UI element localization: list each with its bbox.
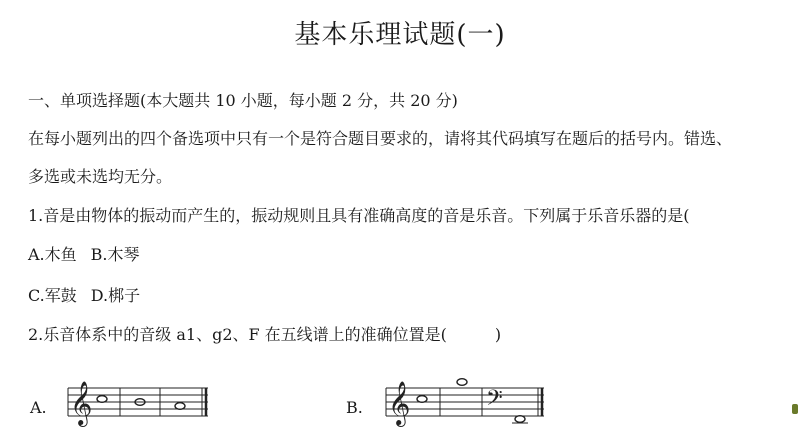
- question-2-option-a-label: A.: [30, 398, 47, 417]
- question-1-options-ab: [28, 242, 140, 265]
- corner-decoration: [792, 404, 798, 414]
- question-1-option-a: A.木鱼: [28, 245, 77, 264]
- question-1-option-d: D.梆子: [90, 286, 141, 305]
- question-2-option-a-staff: [62, 378, 212, 428]
- question-1-option-c: C.军鼓: [28, 286, 77, 305]
- question-1-stem: 1.音是由物体的振动而产生的，振动规则且具有准确高度的音是乐音。下列属于乐音乐器的是(: [28, 206, 690, 225]
- bass-clef-icon: 𝄢: [486, 386, 503, 416]
- note-a1: [417, 396, 427, 403]
- section-heading: 一、单项选择题(本大题共 10 小题，每小题 2 分，共 20 分): [28, 91, 458, 110]
- note-f: [175, 403, 185, 410]
- question-2-option-b-staff: [380, 378, 550, 428]
- instruction-line-2: 多选或未选均无分。: [28, 167, 173, 186]
- note-g2: [457, 379, 467, 386]
- note-a1: [97, 396, 107, 403]
- question-1-option-b: B.木琴: [90, 245, 140, 264]
- treble-clef-icon: 𝄞: [70, 381, 93, 425]
- treble-clef-icon: 𝄞: [388, 381, 411, 425]
- page-title: 基本乐理试题(一): [294, 20, 506, 50]
- note-f: [515, 416, 525, 423]
- question-1-options-cd: [28, 283, 140, 306]
- question-2-stem: 2.乐音体系中的音级 a1、g2、F 在五线谱上的准确位置是( ): [28, 325, 502, 344]
- instruction-line-1: 在每小题列出的四个备选项中只有一个是符合题目要求的，请将其代码填写在题后的括号内。错选、: [28, 129, 733, 148]
- question-2-option-b-label: B.: [346, 398, 363, 417]
